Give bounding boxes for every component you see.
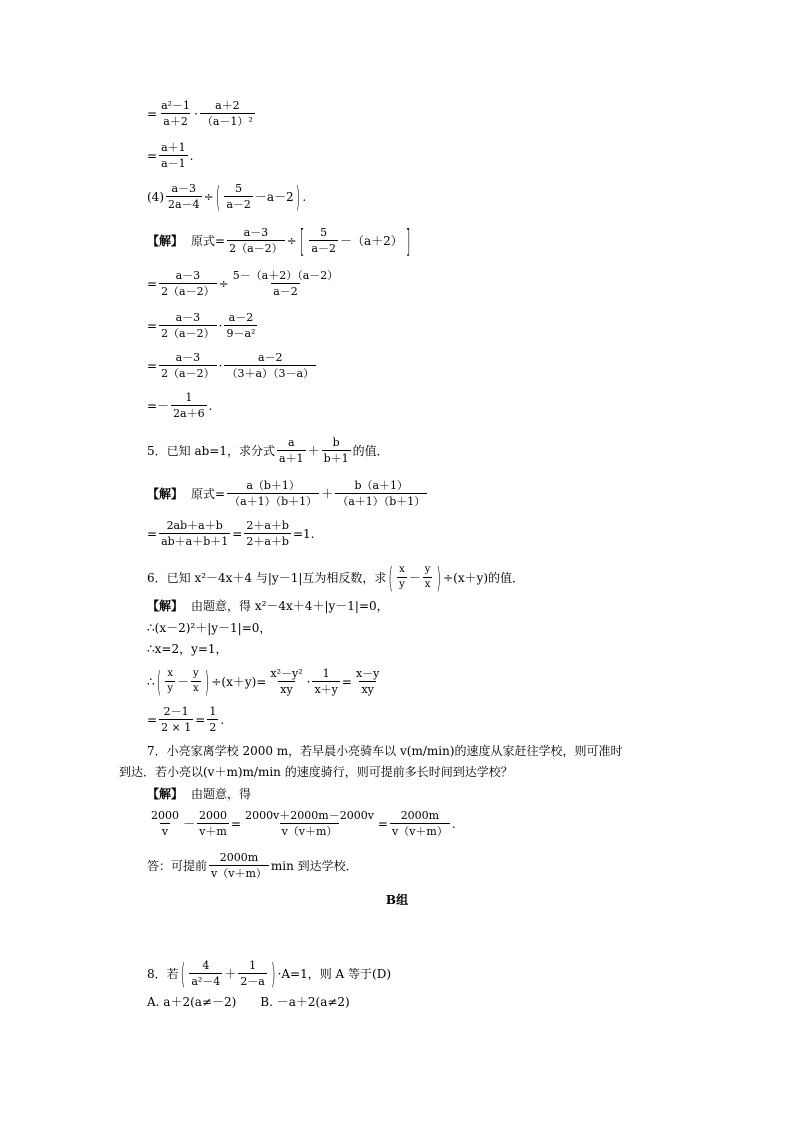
denominator: x xyxy=(193,683,199,694)
period: . xyxy=(451,816,456,831)
denominator: x＋y xyxy=(314,683,338,696)
equals-sign: = xyxy=(147,148,158,163)
plus-sign: ＋ xyxy=(307,443,320,458)
period: . xyxy=(302,189,307,204)
denominator: 2－a xyxy=(240,975,265,988)
question-text: 8．若 xyxy=(147,966,179,981)
solution-4-step-2 xyxy=(147,270,342,297)
equals-sign: = xyxy=(147,712,158,727)
solution-5-step-1 xyxy=(147,480,429,507)
solution-4-result xyxy=(147,392,212,419)
fraction xyxy=(322,437,351,464)
denominator: 2 xyxy=(209,721,217,734)
denominator: xy xyxy=(280,683,293,696)
question-8-options xyxy=(147,996,350,1008)
solution-6-result xyxy=(147,706,224,733)
fraction xyxy=(159,270,217,297)
fraction xyxy=(159,352,217,379)
denominator: a＋1 xyxy=(278,452,304,465)
fraction xyxy=(166,183,202,210)
fraction xyxy=(200,100,255,127)
question-text: 6．已知 x²－4x＋4 与|y－1|互为相反数，求 xyxy=(147,570,387,585)
divide-sign: ÷ xyxy=(203,189,214,204)
numerator: x xyxy=(167,668,173,679)
numerator: 1 xyxy=(322,667,330,680)
fraction xyxy=(354,668,381,695)
solution-5-step-2 xyxy=(147,520,314,547)
question-text: 5．已知 ab=1，求分式 xyxy=(147,443,275,458)
question-7-line-2 xyxy=(119,766,513,778)
minus-sign: － xyxy=(176,674,189,689)
numerator: a xyxy=(287,436,295,449)
numerator: 2000 xyxy=(199,809,228,822)
denominator: ab＋a＋b＋1 xyxy=(161,535,229,548)
denominator: （a－1）² xyxy=(201,115,253,128)
denominator: 9－a² xyxy=(226,327,256,340)
denominator: 2a＋6 xyxy=(173,407,205,420)
solution-label: 【解】 xyxy=(147,486,184,501)
question-text: 7．小亮家离学校 2000 m，若早晨小亮骑车以 v(m/min)的速度从家赶往学校，则可准时 xyxy=(147,744,623,758)
solution-label: 【解】 xyxy=(147,599,184,613)
denominator: 2（a－2） xyxy=(161,327,215,340)
period: . xyxy=(208,398,213,413)
denominator: b＋1 xyxy=(323,452,349,465)
equals-sign: = xyxy=(341,674,352,689)
numerator: 1 xyxy=(185,391,193,404)
plus-sign: ＋ xyxy=(321,486,334,501)
fraction xyxy=(335,480,427,507)
divide-sign: ÷ xyxy=(218,276,229,291)
fraction xyxy=(312,668,339,695)
denominator: v（v＋m） xyxy=(281,825,338,838)
numerator: x xyxy=(399,564,405,575)
solution-4-step-3 xyxy=(147,312,259,339)
equals-sign: = xyxy=(147,276,158,291)
item-label: (4) xyxy=(147,189,164,204)
dot-operator: · xyxy=(218,358,223,373)
denominator: v（v＋m） xyxy=(391,825,448,838)
denominator: xy xyxy=(361,683,374,696)
fraction xyxy=(244,520,291,547)
solution-6-step-3 xyxy=(147,643,228,655)
numerator: 2000m xyxy=(400,809,440,822)
denominator: a－1 xyxy=(161,157,186,170)
numerator: b（a＋1） xyxy=(354,479,409,492)
right-paren: ) xyxy=(295,179,301,214)
denominator: a－2 xyxy=(273,285,298,298)
left-bracket: [ xyxy=(299,222,305,259)
fraction xyxy=(209,852,269,879)
minus-sign: － xyxy=(408,570,421,585)
numerator: 2ab＋a＋b xyxy=(166,519,223,532)
fraction xyxy=(227,480,319,507)
fraction xyxy=(159,312,217,339)
result: =1. xyxy=(292,526,315,541)
fraction xyxy=(227,227,285,254)
answer-text: 答：可提前 xyxy=(147,858,208,873)
equals-minus: =－ xyxy=(147,398,170,413)
question-6 xyxy=(147,560,525,595)
original-expression-label: 原式= xyxy=(191,233,226,248)
term: －（a＋2） xyxy=(339,233,403,248)
numerator: y xyxy=(193,668,199,679)
expression-text: ÷(x＋y)= xyxy=(211,674,267,689)
numerator: 5 xyxy=(320,226,328,239)
denominator: v（v＋m） xyxy=(211,867,267,880)
numerator: a－3 xyxy=(243,226,269,239)
denominator: （a＋1）（b＋1） xyxy=(337,495,426,508)
denominator: x xyxy=(424,579,431,590)
question-text: 到达．若小亮以(v＋m)m/min 的速度骑行，则可提前多长时间到达学校？ xyxy=(119,765,513,779)
fraction xyxy=(159,520,230,547)
solution-text: 由题意，得 xyxy=(191,787,252,801)
numerator: x－y xyxy=(355,667,380,680)
dot-operator: · xyxy=(218,318,223,333)
solution-text: 由题意，得 x²－4x＋4＋|y－1|=0， xyxy=(191,599,389,613)
step-line-1 xyxy=(147,100,257,127)
denominator: 2a－4 xyxy=(168,198,200,211)
fraction xyxy=(159,706,193,733)
section-heading-group-b: B组 xyxy=(385,893,409,907)
fraction xyxy=(231,270,341,297)
question-text: ÷(x＋y)的值． xyxy=(443,570,525,585)
option-b: B. －a＋2(a≠2) xyxy=(260,995,350,1009)
dot-operator: · xyxy=(306,674,311,689)
dot-operator: · xyxy=(194,106,198,121)
fraction xyxy=(224,312,257,339)
denominator: （3＋a）（3－a） xyxy=(226,367,315,380)
fraction xyxy=(390,810,450,837)
denominator: y xyxy=(167,683,173,694)
denominator: a－2 xyxy=(226,198,251,211)
denominator: 2（a－2） xyxy=(161,367,215,380)
numerator: 2000m xyxy=(219,851,259,864)
equals-sign: = xyxy=(147,106,158,121)
right-bracket: ] xyxy=(405,222,411,259)
numerator: y xyxy=(424,564,431,575)
fraction xyxy=(309,227,338,254)
denominator: a²－4 xyxy=(191,975,221,988)
fraction xyxy=(423,565,433,590)
numerator: a－3 xyxy=(175,269,201,282)
equals-sign: = xyxy=(195,712,206,727)
equals-sign: = xyxy=(232,526,243,541)
equals-sign: = xyxy=(147,358,158,373)
problem-4-expression xyxy=(147,179,307,214)
solution-label: 【解】 xyxy=(147,233,184,248)
numerator: a－2 xyxy=(257,351,283,364)
numerator: x²－y² xyxy=(270,667,303,680)
fraction xyxy=(207,706,218,733)
minus-sign: － xyxy=(183,816,196,831)
numerator: a－3 xyxy=(175,311,201,324)
numerator: 2－1 xyxy=(163,705,189,718)
numerator: a＋2 xyxy=(215,99,240,112)
original-expression-label: 原式= xyxy=(191,486,226,501)
fraction xyxy=(268,668,304,695)
divide-sign: ÷ xyxy=(286,233,297,248)
equals-sign: = xyxy=(147,526,158,541)
period: . xyxy=(220,712,225,727)
solution-6-step-2 xyxy=(147,622,271,634)
solution-4-step-1 xyxy=(147,222,413,259)
right-paren: ) xyxy=(204,664,210,699)
numerator: a（b＋1） xyxy=(246,479,300,492)
numerator: a²－1 xyxy=(161,99,191,112)
numerator: 2＋a＋b xyxy=(246,519,289,532)
solution-7-step-1 xyxy=(147,788,251,800)
denominator: 2＋a＋b xyxy=(246,535,289,548)
fraction xyxy=(224,352,316,379)
solution-4-step-4 xyxy=(147,352,318,379)
numerator: a－3 xyxy=(175,351,201,364)
denominator: 2（a－2） xyxy=(161,285,215,298)
fraction xyxy=(277,437,306,464)
left-paren: ( xyxy=(215,179,221,214)
answer-text: min 到达学校． xyxy=(270,858,358,873)
equals-sign: = xyxy=(147,318,158,333)
denominator: y xyxy=(399,579,405,590)
fraction xyxy=(189,960,222,987)
fraction xyxy=(197,810,229,837)
denominator: v xyxy=(161,825,169,838)
question-text: ·A=1，则 A 等于(D) xyxy=(277,966,392,981)
left-paren: ( xyxy=(180,956,186,991)
question-text: 的值． xyxy=(352,443,389,458)
numerator: 1 xyxy=(249,959,257,972)
fraction xyxy=(159,100,192,127)
denominator: 2（a－2） xyxy=(229,242,283,255)
fraction xyxy=(243,810,376,837)
fraction xyxy=(165,669,175,694)
denominator: a＋2 xyxy=(163,115,188,128)
answer-7 xyxy=(147,852,358,879)
numerator: a－3 xyxy=(171,182,197,195)
equals-sign: = xyxy=(231,816,242,831)
period: . xyxy=(189,148,194,163)
question-7-line-1 xyxy=(147,745,623,757)
therefore-sign: ∴ xyxy=(147,674,155,689)
question-5 xyxy=(147,437,389,464)
solution-text: ∴(x－2)²＋|y－1|=0， xyxy=(147,621,272,635)
fraction xyxy=(149,810,181,837)
solution-7-step-2 xyxy=(147,810,456,837)
numerator: 4 xyxy=(202,959,210,972)
numerator: b xyxy=(332,436,340,449)
numerator: a＋1 xyxy=(161,141,186,154)
fraction xyxy=(397,565,407,590)
numerator: 2000 xyxy=(151,809,179,822)
solution-label: 【解】 xyxy=(147,787,184,801)
solution-6-step-4 xyxy=(147,664,383,699)
numerator: 1 xyxy=(209,705,217,718)
numerator: 5－（a＋2）（a－2） xyxy=(232,269,339,282)
numerator: a－2 xyxy=(228,311,254,324)
solution-text: ∴x=2，y=1， xyxy=(147,642,228,656)
term: －a－2 xyxy=(254,189,294,204)
equals-sign: = xyxy=(377,816,388,831)
question-8 xyxy=(147,956,392,991)
denominator: 2 × 1 xyxy=(161,721,192,734)
denominator: v＋m xyxy=(199,825,227,838)
step-line-2 xyxy=(147,142,193,169)
numerator: 2000v＋2000m－2000v xyxy=(245,809,374,822)
fraction xyxy=(191,669,201,694)
left-paren: ( xyxy=(156,664,162,699)
right-paren: ) xyxy=(270,956,276,991)
fraction xyxy=(171,392,207,419)
fraction xyxy=(224,183,253,210)
denominator: （a＋1）（b＋1） xyxy=(229,495,318,508)
denominator: a－2 xyxy=(311,242,336,255)
fraction xyxy=(238,960,267,987)
left-paren: ( xyxy=(388,560,394,595)
right-paren: ) xyxy=(436,560,442,595)
numerator: 5 xyxy=(235,182,243,195)
option-a: A. a＋2(a≠－2) xyxy=(147,995,237,1009)
fraction xyxy=(159,142,188,169)
solution-6-step-1 xyxy=(147,600,389,612)
plus-sign: ＋ xyxy=(224,966,237,981)
